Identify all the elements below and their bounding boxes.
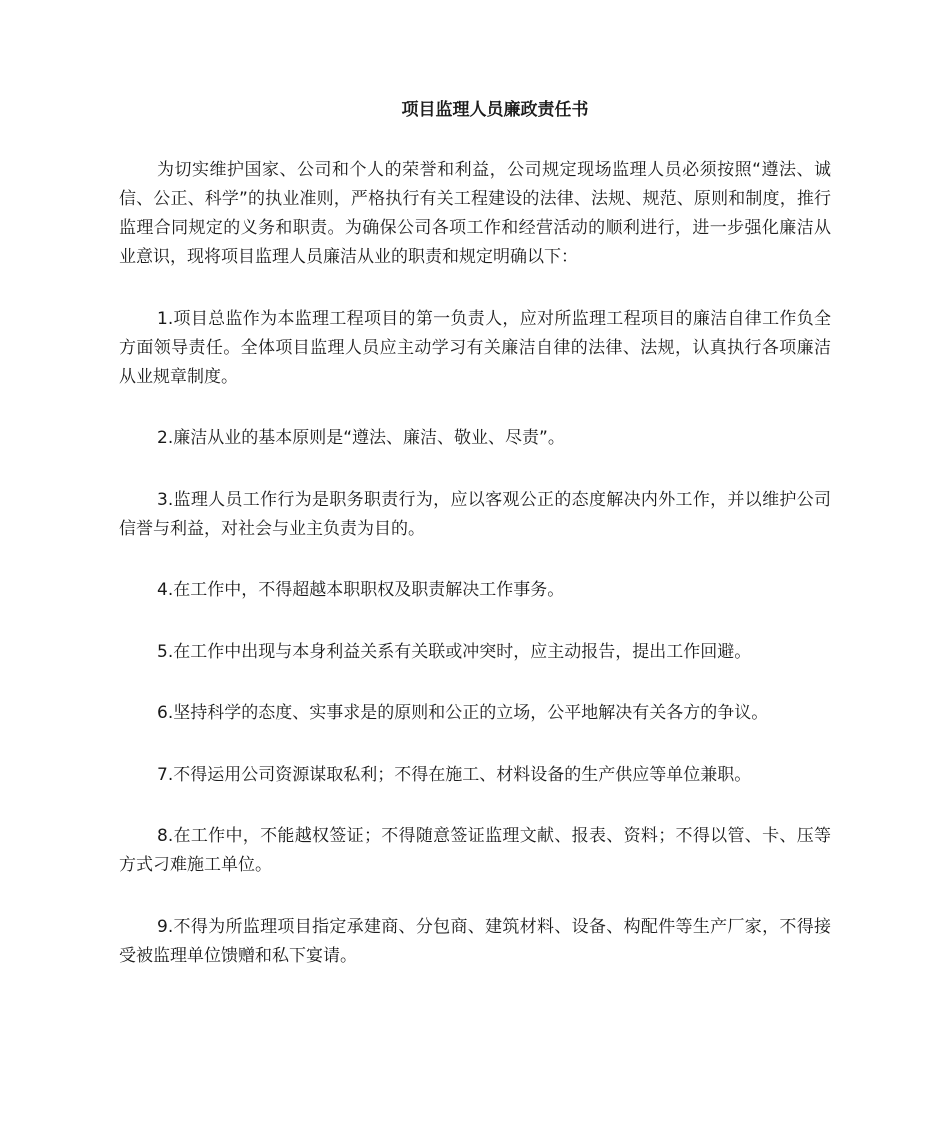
intro-paragraph: 为切实维护国家、公司和个人的荣誉和利益，公司规定现场监理人员必须按照“遵法、诚信、公正、科学”的执业准则，严格执行有关工程建设的法律、法规、规范、原则和制度，推行监理合同规定的义务和职责。为确保公司各项工作和经营活动的顺利进行，进一步强化廉洁从业意识，现将项目监理人员廉洁从业的职责和规定明确以下： (119, 160, 831, 267)
clause-2: 2.廉洁从业的基本原则是“遵法、廉洁、敬业、尽责”。 (157, 428, 565, 448)
clause-6: 6.坚持科学的态度、实事求是的原则和公正的立场，公平地解决有关各方的争议。 (157, 703, 769, 723)
clause-5: 5.在工作中出现与本身利益关系有关联或冲突时，应主动报告，提出工作回避。 (157, 641, 752, 662)
clause-3: 3.监理人员工作行为是职务职责行为，应以客观公正的态度解决内外工作，并以维护公司信誉与利益，对社会与业主负责为目的。 (119, 489, 831, 539)
clause-4: 4.在工作中，不得超越本职职权及职责解决工作事务。 (157, 580, 565, 600)
clause-9: 9.不得为所监理项目指定承建商、分包商、建筑材料、设备、构配件等生产厂家，不得接受被监理单位馈赠和私下宴请。 (119, 916, 831, 966)
document-body (119, 156, 831, 971)
document-title: 项目监理人员廉政责任书 (401, 100, 589, 120)
clause-1: 1.项目总监作为本监理工程项目的第一负责人，应对所监理工程项目的廉洁自律工作负全方面领导责任。全体项目监理人员应主动学习有关廉洁自律的法律、法规，认真执行各项廉洁从业规章制度。 (119, 308, 831, 387)
clause-8: 8.在工作中，不能越权签证；不得随意签证监理文献、报表、资料；不得以管、卡、压等方式刁难施工单位。 (119, 826, 831, 875)
clause-7: 7.不得运用公司资源谋取私利；不得在施工、材料设备的生产供应等单位兼职。 (157, 764, 752, 785)
